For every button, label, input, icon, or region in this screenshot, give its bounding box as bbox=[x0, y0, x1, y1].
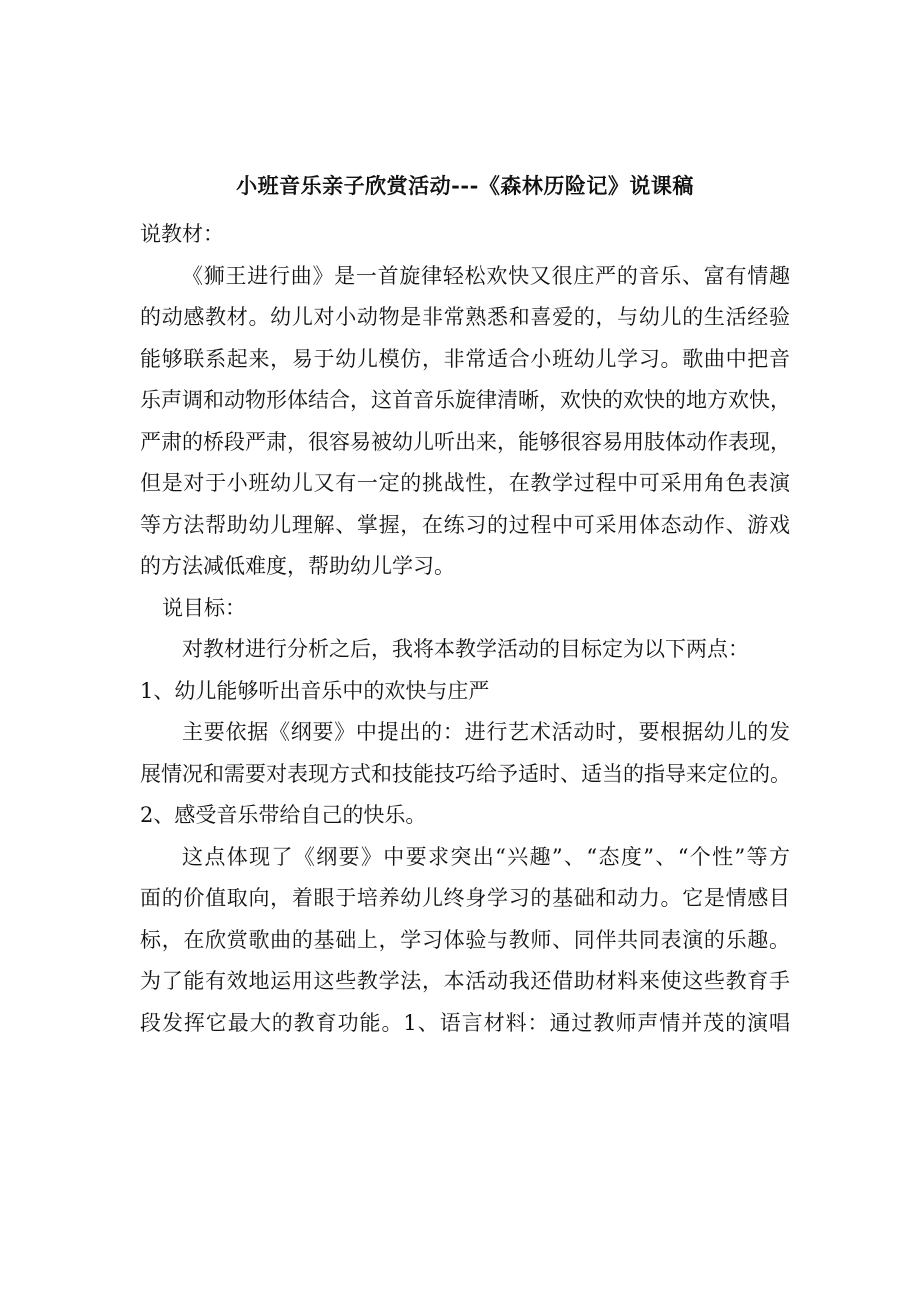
goal-1: 1、幼儿能够听出音乐中的欢快与庄严 bbox=[140, 678, 490, 703]
title-spacer bbox=[140, 204, 790, 214]
paragraph-line: 严肃的桥段严肃，很容易被幼儿听出来，能够很容易用肢体动作表现， bbox=[140, 429, 791, 454]
paragraph-line: 等方法帮助幼儿理解、掌握，在练习的过程中可采用体态动作、游戏 bbox=[140, 512, 790, 537]
goals-intro: 对教材进行分析之后，我将本教学活动的目标定为以下两点： bbox=[182, 637, 749, 661]
paragraph-line: 这点体现了《纲要》中要求突出“兴趣”、“态度”、“个性”等方 bbox=[182, 844, 790, 869]
paragraph-line: 面的价值取向，着眼于培养幼儿终身学习的基础和动力。它是情感目 bbox=[140, 886, 790, 910]
paragraph-line: 段发挥它最大的教育功能。1、语言材料：通过教师声情并茂的演唱 bbox=[140, 1010, 790, 1035]
paragraph-line: 的方法减低难度，帮助幼儿学习。 bbox=[140, 554, 455, 578]
goal-2: 2、感受音乐带给自己的快乐。 bbox=[140, 803, 427, 827]
paragraph-line: 《狮王进行曲》是一首旋律轻松欢快又很庄严的音乐、富有情趣 bbox=[182, 263, 790, 288]
page-title: 小班音乐亲子欣赏活动---《森林历险记》说课稿 bbox=[236, 173, 694, 198]
paragraph-line: 展情况和需要对表现方式和技能技巧给予适时、适当的指导来定位的。 bbox=[140, 761, 791, 786]
paragraph-line: 的动感教材。幼儿对小动物是非常熟悉和喜爱的，与幼儿的生活经验 bbox=[140, 305, 790, 329]
paragraph-line: 标，在欣赏歌曲的基础上，学习体验与教师、同伴共同表演的乐趣。 bbox=[140, 927, 790, 952]
paragraph-line: 为了能有效地运用这些教学法，本活动我还借助材料来使这些教育手 bbox=[140, 969, 790, 993]
paragraph-line: 能够联系起来，易于幼儿模仿，非常适合小班幼儿学习。歌曲中把音 bbox=[140, 346, 790, 371]
paragraph-line: 主要依据《纲要》中提出的：进行艺术活动时，要根据幼儿的发 bbox=[182, 720, 790, 744]
section-heading-material: 说教材： bbox=[140, 222, 224, 246]
paragraph-line: 乐声调和动物形体结合，这首音乐旋律清晰，欢快的欢快的地方欢快， bbox=[140, 388, 791, 412]
section-heading-goals: 说目标： bbox=[162, 595, 246, 620]
document-page bbox=[140, 168, 790, 1044]
paragraph-line: 但是对于小班幼儿又有一定的挑战性，在教学过程中可采用角色表演 bbox=[140, 471, 790, 495]
